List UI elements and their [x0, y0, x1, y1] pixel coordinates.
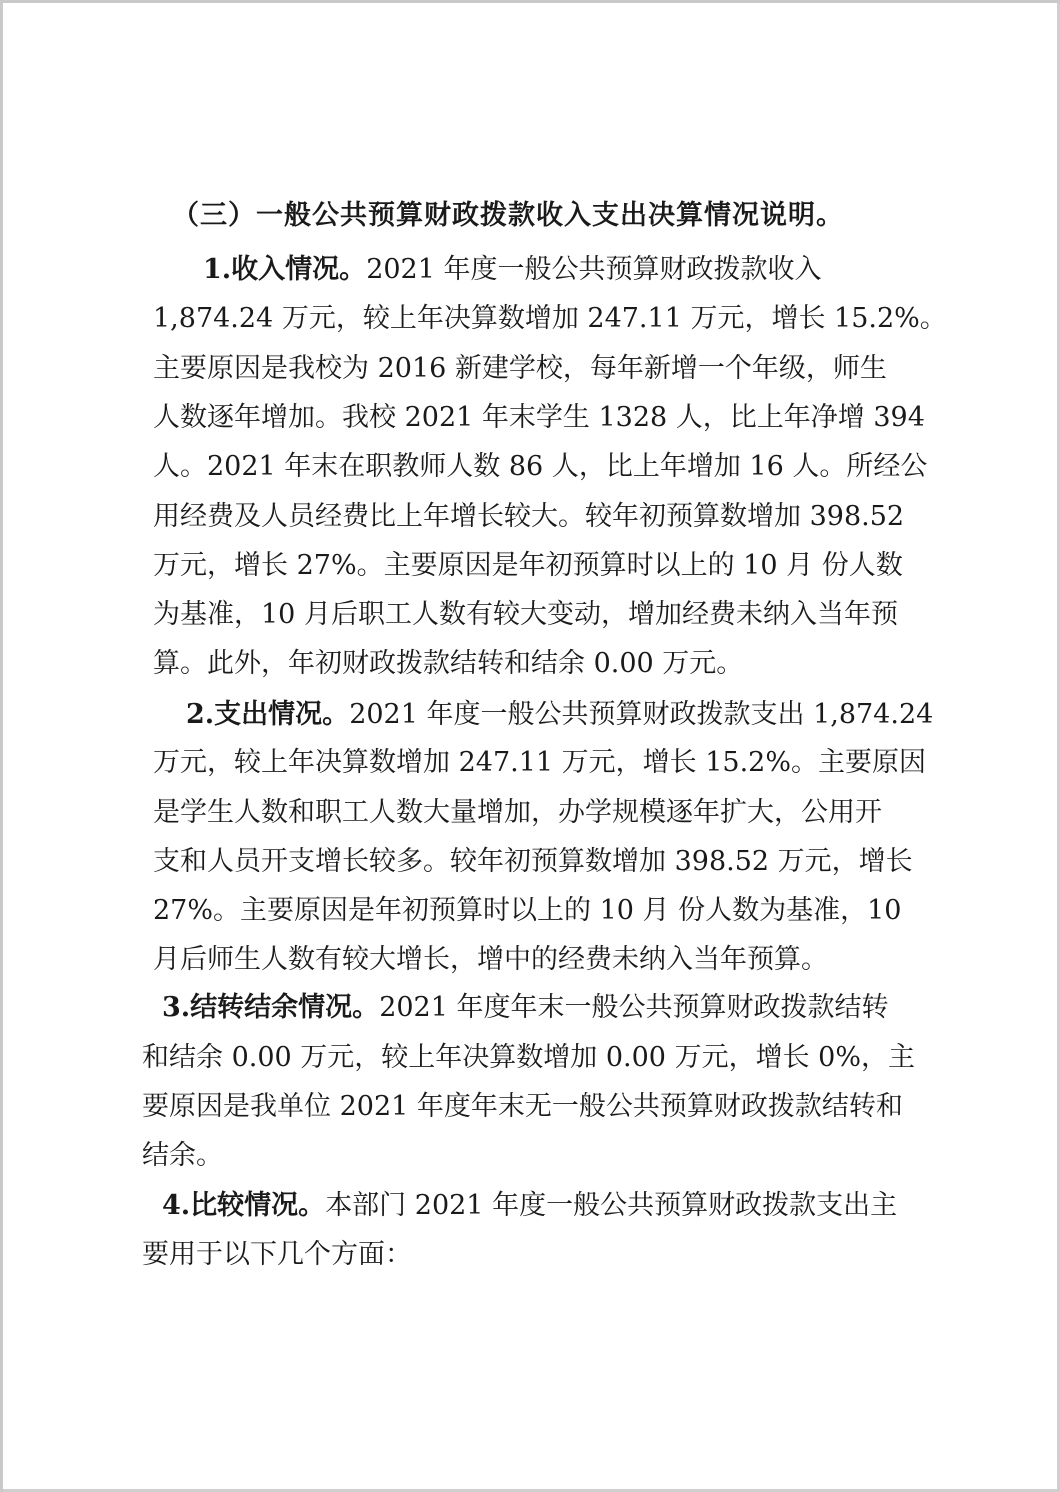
expenditure-line: 是学生人数和职工人数大量增加，办学规模逐年扩大，公用开 [153, 797, 882, 828]
income-line: 1,874.24 万元，较上年决算数增加 247.11 万元，增长 15.2%。 [153, 303, 947, 334]
comparison-line: 要用于以下几个方面： [142, 1239, 412, 1270]
income-line: 万元，增长 27%。主要原因是年初预算时以上的 10 月 份人数 [153, 550, 903, 581]
carryover-line: 结余。 [142, 1140, 223, 1171]
expenditure-text: 2021 年度一般公共预算财政拨款支出 1,874.24 [349, 699, 934, 730]
income-line: 算。此外，年初财政拨款结转和结余 0.00 万元。 [153, 648, 744, 679]
expenditure-title: 2.支出情况。 [186, 699, 350, 730]
income-line: 用经费及人员经费比上年增长较大。较年初预算数增加 398.52 [153, 501, 905, 532]
carryover-line: 和结余 0.00 万元，较上年决算数增加 0.00 万元，增长 0%，主 [142, 1042, 915, 1073]
comparison-title: 4.比较情况。 [162, 1190, 326, 1221]
expenditure-paragraph-line-1 [186, 697, 933, 733]
income-title: 1.收入情况。 [203, 254, 367, 285]
carryover-paragraph-line-1 [162, 990, 888, 1026]
income-paragraph-line-1 [203, 252, 821, 288]
expenditure-line: 27%。主要原因是年初预算时以上的 10 月 份人数为基准，10 [153, 895, 902, 926]
section-heading: （三）一般公共预算财政拨款收入支出决算情况说明。 [172, 200, 844, 231]
carryover-title: 3.结转结余情况。 [162, 992, 380, 1023]
income-text: 2021 年度一般公共预算财政拨款收入 [366, 254, 822, 285]
income-line: 人数逐年增加。我校 2021 年末学生 1328 人，比上年净增 394 [153, 402, 925, 433]
expenditure-line: 万元，较上年决算数增加 247.11 万元，增长 15.2%。主要原因 [153, 747, 926, 778]
income-line: 主要原因是我校为 2016 新建学校，每年新增一个年级，师生 [153, 353, 887, 384]
comparison-text: 本部门 2021 年度一般公共预算财政拨款支出主 [325, 1190, 898, 1221]
carryover-line: 要原因是我单位 2021 年度年末无一般公共预算财政拨款结转和 [142, 1091, 903, 1122]
income-line: 人。2021 年末在职教师人数 86 人，比上年增加 16 人。所经公 [153, 451, 928, 482]
expenditure-line: 月后师生人数有较大增长，增中的经费未纳入当年预算。 [153, 944, 828, 975]
comparison-paragraph-line-1 [162, 1188, 897, 1224]
carryover-text: 2021 年度年末一般公共预算财政拨款结转 [379, 992, 889, 1023]
income-line: 为基准，10 月后职工人数有较大变动，增加经费未纳入当年预 [153, 599, 898, 630]
expenditure-line: 支和人员开支增长较多。较年初预算数增加 398.52 万元，增长 [153, 846, 913, 877]
